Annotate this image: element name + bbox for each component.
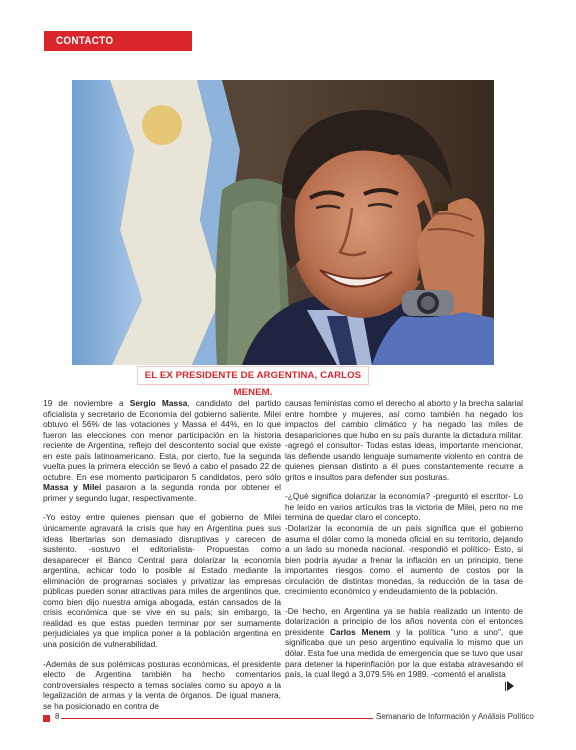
paragraph — [43, 398, 281, 503]
article-photo — [72, 80, 494, 365]
paragraph: -Además de sus polémicas posturas económicas, el presidente electo de Argentina también ha hecho comentarios controversiales respecto a temas sociales como su apoyo a la legalización de armas y la venta de órganos. De igual manera, se ha posicionado en contra de — [43, 658, 281, 711]
text-run: pasaron a la segunda ronda por obtener el primer y segundo lugar, respectivamente. — [43, 482, 281, 503]
publication-name: Semanario de Información y Análisis Político — [376, 712, 534, 721]
bold-name: Sergio Massa — [129, 398, 188, 408]
end-of-article-icon — [505, 681, 519, 692]
footer-square-icon — [43, 715, 50, 722]
text-run: -De hecho, en Argentina ya se había realizado un intento de dolarización a principio de los años noventa con el entonces presidente — [285, 605, 523, 637]
photo-caption: EL EX PRESIDENTE DE ARGENTINA, CARLOS MENEM. — [137, 366, 369, 385]
bold-name: Massa y Milei — [43, 482, 102, 493]
article-column-left — [43, 398, 281, 720]
paragraph: -Yo estoy entre quienes piensan que el gobierno de Milei únicamente agravará la crisis que hay en Argentina pues sus ideas libertarias son demasiado disruptivas y carecen de sustento. -sostuvo el editorialista- Propuestas como desaparecer el Banco Central para dolarizar la economía argentina, achicar todo lo posible al Estado mediante la eliminación de programas sociales y privatizar las empresas públicas pueden sonar atractivas para miles de argentinos que, como bien dijo nuestra amiga abogada, están cansados de la crisis económica que se vive en su país; sin embargo, la realidad es que estas pueden terminar por ser sumamente perjudiciales ya que implica poner a la población argentina en una posición de vulnerabilidad. — [43, 512, 281, 650]
text-run: y la política "uno a uno", que significaba que un peso argentino equivalía lo mismo que un dólar. Esta fue una medida de emergencia que se tuvo que usar para detener la hiperinflación por la que estaba atravesando el país, la cual llegó a 3,079.5% en 1989. -comentó el analista — [285, 626, 523, 680]
bold-name: Carlos Menem — [329, 626, 391, 637]
text-run: 19 de noviembre a — [43, 398, 130, 408]
text-run: , candidato del partido oficialista y secretario de Economía del gobierno saliente. Milei obtuvo el 56% de las votaciones y Massa el 44%, en lo que fueron las elecciones con menor participación en la historia reciente de Argentina, reflejo del descontento social que existe en este país latinoamericano. Esta, por cierto, fue la segunda vuelta pues la primera elección se llevó a cabo el pasado 22 de octubre. En ese momento participaron 5 candidatos, pero sólo — [43, 398, 282, 482]
portrait-image — [72, 80, 494, 365]
paragraph: -Dolarizar la economía de un país significa que el gobierno asuma el dólar como la moneda oficial en su territorio, dejando a un lado su moneda nacional. -respondió el político- Esto, si bien podría ayudar a frenar la inflación en un principio, tiene importantes riesgos como el aumento de costos por la circulación de distintas monedas, la reducción de la tasa de crecimiento económico y endeudamiento de la población. — [285, 523, 523, 597]
paragraph: causas feministas como el derecho al aborto y la brecha salarial entre hombre y mujeres, así como también ha negado los impactos del cambio climático y ha negado las miles de desapariciones que hubo en su país durante la dictadura militar. -agregó el consultor- Todas estas ideas, importante mencionar, las defiende usando lenguaje sumamente violento en contra de quienes piensan distinto a él pues constantemente recurre a gritos e insultos para defender sus posturas. — [285, 398, 523, 482]
section-label: CONTACTO — [56, 35, 114, 47]
article-column-right — [285, 398, 523, 689]
paragraph — [285, 606, 523, 680]
footer-rule — [56, 718, 373, 719]
page-number: 8 — [55, 712, 60, 721]
paragraph: -¿Qué significa dolarizar la economía? -preguntó el escritor- Lo he leído en varios artículos tras la victoria de Milei, pero no me termina de quedar claro el concepto. — [285, 491, 523, 523]
section-tab — [44, 31, 192, 51]
